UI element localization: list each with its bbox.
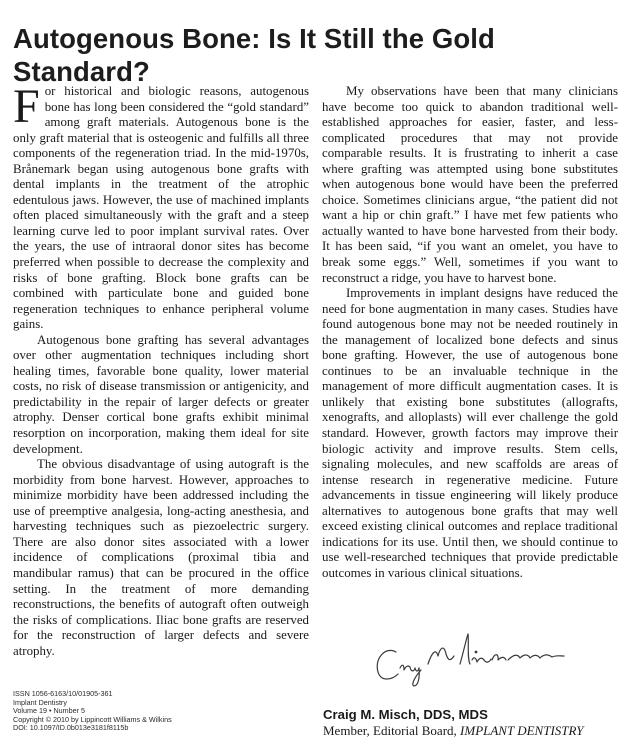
copyright-line: Copyright © 2010 by Lippincott Williams & Wilkins xyxy=(13,714,172,724)
author-block xyxy=(323,707,619,739)
signature-image xyxy=(368,630,588,690)
publication-info xyxy=(13,690,243,733)
paragraph: My observations have been that many clinicians have become too quick to abandon traditional well-established approaches for easier, faster, and less-complicated procedures that may not provide comparable results. It is frustrating to inherit a case where grafting was attempted using bone substitutes when autogenous bone would have been the preferred choice. Sometimes clinicians argue, “the patient did not want a hip or chin graft.” I have met few patients who actually wanted to have bone harvested from their body. It has been said, “if you want an omelet, you have to break some eggs.” Well, sometimes if you want to reconstruct a ridge, you have to harvest bone. xyxy=(322,84,618,285)
journal-line: Implant Dentistry xyxy=(13,697,67,707)
issn-line: ISSN 1056-6163/10/01905-361 xyxy=(13,689,113,698)
paragraph: Autogenous bone grafting has several advantages over other augmentation techniques including short healing times, favorable bone quality, lower material costs, no risk of disease transmission or antigenicity, and predictability in the repair of larger defects or greater atrophy. Denser cortical bone grafts exhibit minimal resorption on incorporation, making them ideal for site development. xyxy=(13,332,309,456)
paragraph-text: or historical and biologic reasons, autogenous bone has long been considered the “gold standard” among graft materials. Autogenous bone is the only graft material that is osteogenic and fulfills all three components of the regeneration triad. In the mid-1970s, Brånemark began using autogenous bone grafts with dental implants in the treatment of the atrophic edentulous jaws. However, the use of machined implants often placed simultaneously with the graft and a steep learning curve led to poor implant survival rates. Over the years, the use of intraoral donor sites has become preferred when possible to decrease the complexity and risks of bone grafting. Block bone grafts can be combined with particulate bone and guided bone regeneration techniques to enhance peripheral volume gains. xyxy=(13,84,309,332)
author-name: Craig M. Misch, DDS, MDS xyxy=(323,707,488,722)
doi-line: DOI: 10.1097/ID.0b013e3181f8115b xyxy=(13,723,129,733)
author-role-text: Member, Editorial Board, xyxy=(323,723,461,738)
handwritten-signature xyxy=(368,630,588,690)
paragraph: Improvements in implant designs have reduced the need for bone augmentation in many cases. Studies have found autogenous bone may not be needed routinely in the management of localized bone defects and sinus bone grafting. However, the use of autogenous bone continues to be an invaluable technique in the management of more difficult augmentation cases. It is unlikely that existing bone substitutes (allografts, xenografts, and alloplasts) will ever challenge the gold standard. However, growth factors may improve their biologic activity and improve results. Stem cells, signaling molecules, and new scaffolds are areas of intense research in regenerative medicine. Future advancements in tissue engineering will likely produce alternatives to autogenous bone grafts that may well exceed existing clinical outcomes and replace traditional indications for its use. Until then, we should continue to use well-researched techniques that provide predictable outcomes in various clinical situations. xyxy=(322,286,618,580)
author-role xyxy=(323,723,619,739)
article-title: Autogenous Bone: Is It Still the Gold Standard? xyxy=(13,23,495,88)
right-column xyxy=(322,84,618,582)
volume-line: Volume 19 • Number 5 xyxy=(13,706,86,716)
drop-cap: F xyxy=(13,80,40,133)
paragraph: The obvious disadvantage of using autograft is the morbidity from bone harvest. However, approaches to minimize morbidity have been addressed including the use of preemptive analgesia, long-acting anesthesia, and harvesting techniques such as piezoelectric surgery. There are also donor sites associated with a lower incidence of complications (proximal tibia and mandibular ramus) that can be procured in the office setting. In the treatment of more demanding reconstructions, the benefits of autograft often outweigh the risks of complications. Iliac bone grafts are reserved for the reconstruction of larger defects and severe atrophy. xyxy=(13,457,309,658)
paragraph xyxy=(13,80,309,333)
left-column xyxy=(13,80,309,659)
journal-name: IMPLANT DENTISTRY xyxy=(460,723,584,738)
